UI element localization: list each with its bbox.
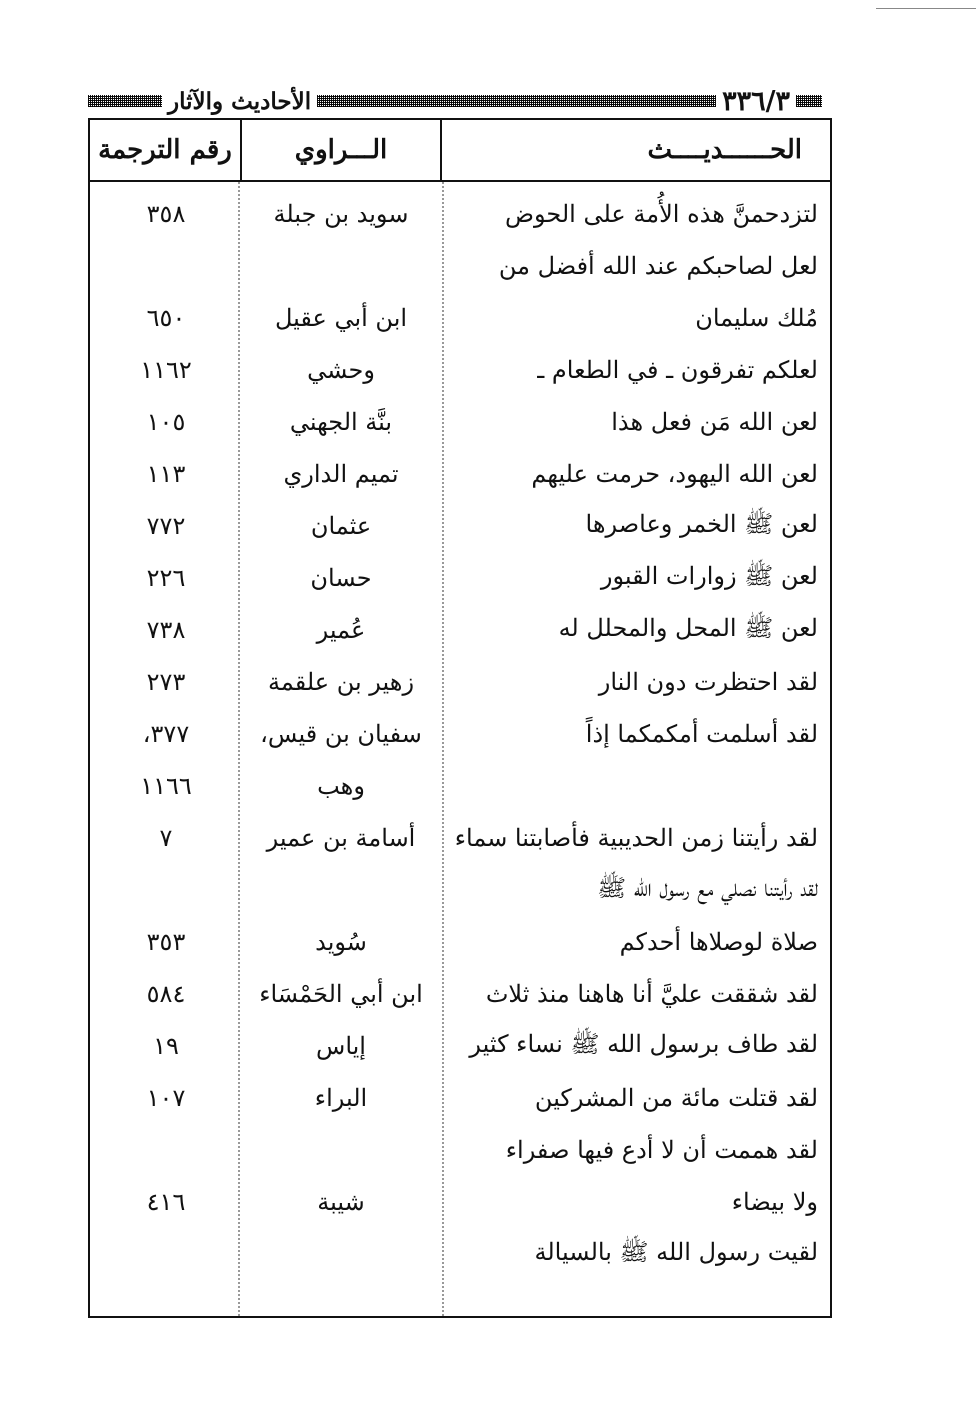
biography-number: ٣٥٣ (146, 928, 186, 956)
table-row (90, 1020, 830, 1072)
hadith-text: لتزدحمنَّ هذه الأُمة على الحوض (504, 200, 818, 228)
narrator-name: ابن أبي الحَمْسَاء (259, 980, 423, 1008)
table-row (90, 344, 830, 396)
biography-number: ٤١٦ (146, 1188, 186, 1216)
biography-number: ٧٣٨ (146, 616, 186, 644)
narrator-name: عُمير (316, 616, 366, 644)
hadith-text: لقد شققت عليَّ أنا هاهنا منذ ثلاث (485, 980, 818, 1008)
hadith-text: لعن الله اليهود، حرمت عليهم (531, 460, 818, 488)
narrator-name: عثمان (310, 512, 372, 540)
running-header (88, 86, 822, 116)
hadith-text: لقد طاف برسول الله ﷺ نساء كثير (469, 1029, 818, 1058)
biography-number: ١١٦٦ (140, 772, 192, 800)
biography-number: ٦٥٠ (146, 304, 186, 332)
biography-number: ١١٦٢ (140, 356, 192, 384)
header-ornament (796, 95, 822, 107)
narrator-name: وهب (317, 772, 365, 800)
table-row (90, 1124, 830, 1176)
narrator-name: سفيان بن قيس، (260, 720, 422, 748)
hadith-text: لقد قتلت مائة من المشركين (534, 1084, 818, 1112)
biography-number: ١٠٥ (146, 408, 186, 436)
table-row (90, 604, 830, 656)
hadith-text: لقد رأيتنا زمن الحديبية فأصابتنا سماء (454, 824, 818, 852)
narrator-name: ابن أبي عقيل (274, 304, 408, 332)
hadith-text: لعلكم تفرقون ـ في الطعام ـ (537, 356, 818, 384)
table-row (90, 448, 830, 500)
table-row (90, 1176, 830, 1228)
top-rule (876, 8, 976, 9)
hadith-text: لعل لصاحبكم عند الله أفضل من (498, 252, 818, 280)
column-header-biography-number: رقم الترجمة (98, 135, 232, 165)
narrator-name: البراء (314, 1084, 368, 1112)
column-header-narrator: الـــراوي (240, 120, 440, 180)
hadith-text: لقد رأيتنا نصلي مع رسول الله ﷺ (597, 873, 818, 902)
table-row (90, 916, 830, 968)
hadith-text: لقيت رسول الله ﷺ بالسيالة (534, 1237, 818, 1266)
narrator-name: أسامة بن عمير (266, 824, 416, 852)
hadith-text: لقد احتظرت دون النار (598, 668, 818, 696)
table-row (90, 292, 830, 344)
biography-number: ٢٢٦ (146, 564, 186, 592)
biography-number: ١٩ (153, 1032, 179, 1060)
table-row (90, 240, 830, 292)
narrator-name: حسان (310, 564, 372, 592)
hadith-text: لعن ﷺ زوارات القبور (600, 561, 818, 590)
table-row (90, 760, 830, 812)
biography-number: ٣٧٧، (142, 720, 190, 748)
narrator-name: بنَّة الجهني (289, 408, 393, 436)
table-row (90, 1072, 830, 1124)
biography-number: ١٠٧ (146, 1084, 186, 1112)
narrator-name: سُويد (315, 928, 367, 956)
table-row (90, 552, 830, 604)
hadith-text: مُلك سليمان (695, 304, 818, 332)
table-row (90, 500, 830, 552)
biography-number: ٥٨٤ (146, 980, 186, 1008)
hadith-text: لعن الله مَن فعل هذا (611, 408, 818, 436)
header-ornament (88, 95, 162, 107)
narrator-name: سويد بن جبلة (273, 200, 409, 228)
narrator-name: وحشي (307, 356, 375, 384)
table-row (90, 396, 830, 448)
hadith-text: صلاة لوصلاها أحدكم (619, 928, 818, 956)
header-ornament (317, 95, 716, 107)
hadith-text: لعن ﷺ الخمر وعاصرها (585, 509, 818, 538)
biography-number: ٣٥٨ (146, 200, 186, 228)
narrator-name: زهير بن علقمة (267, 668, 415, 696)
table-row (90, 708, 830, 760)
hadith-text: ولا بيضاء (731, 1188, 818, 1216)
hadith-text: لقد هممت أن لا أدع فيها صفراء (505, 1136, 818, 1164)
table-row (90, 968, 830, 1020)
table-row (90, 656, 830, 708)
hadith-index-table (88, 118, 832, 1318)
table-header (90, 120, 830, 182)
table-row (90, 812, 830, 864)
page-number: ٣٣٦/٣ (722, 85, 790, 117)
biography-number: ٧٧٢ (146, 512, 186, 540)
hadith-text: لقد أسلمت أمكمكما إذاً (585, 720, 818, 748)
biography-number: ٧ (159, 824, 173, 852)
book-title: الأحاديث والآثار (168, 87, 312, 115)
biography-number: ١١٣ (146, 460, 186, 488)
narrator-name: شيبة (317, 1188, 365, 1216)
narrator-name: تميم الداري (283, 460, 399, 488)
table-row (90, 1228, 830, 1280)
column-header-hadith: الحــــــديــــث (440, 120, 830, 180)
table-row (90, 188, 830, 240)
table-row (90, 864, 830, 916)
narrator-name: إياس (316, 1032, 366, 1060)
biography-number: ٢٧٣ (146, 668, 186, 696)
hadith-text: لعن ﷺ المحل والمحلل له (558, 613, 818, 642)
